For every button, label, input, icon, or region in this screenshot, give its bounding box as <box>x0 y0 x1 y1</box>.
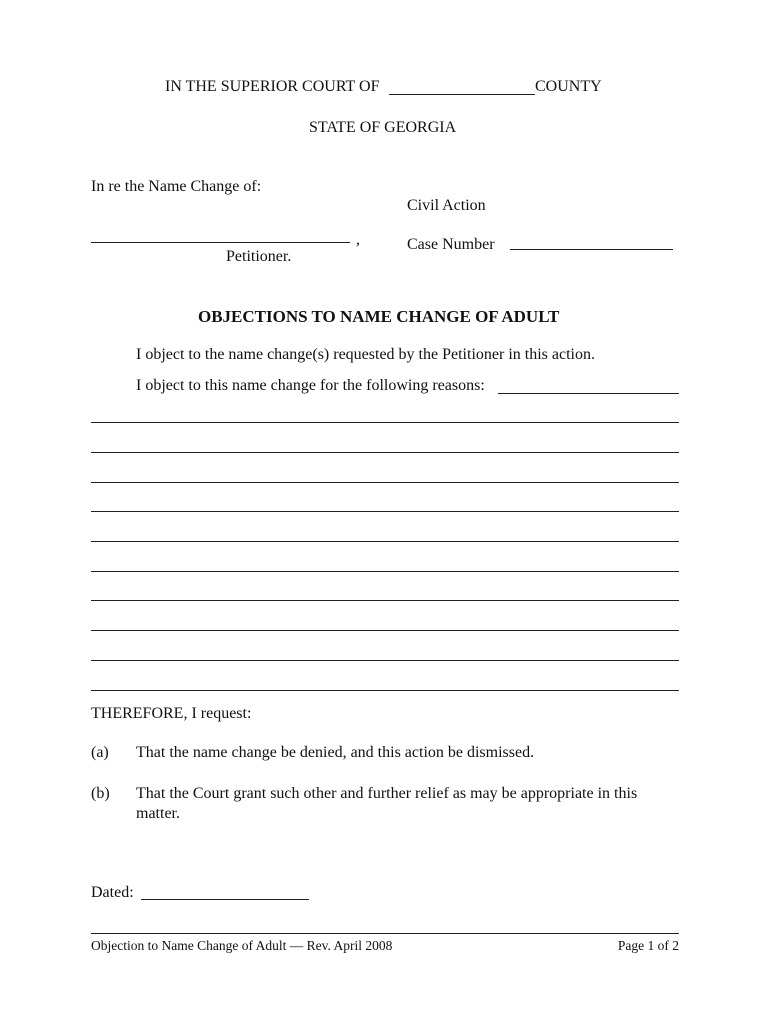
civil-action-label: Civil Action <box>407 197 486 214</box>
petitioner-comma: , <box>356 231 360 248</box>
request-b-label: (b) <box>91 785 110 802</box>
footer-page-number: Page 1 of 2 <box>617 938 679 953</box>
reason-blank-inline[interactable] <box>498 393 679 394</box>
state-heading: STATE OF GEORGIA <box>309 119 457 136</box>
reason-line[interactable] <box>91 482 679 483</box>
objection-statement: I object to the name change(s) requested by the Petitioner in this action. <box>136 346 595 363</box>
reason-line[interactable] <box>91 571 679 572</box>
county-blank[interactable] <box>389 94 535 95</box>
county-label: COUNTY <box>535 78 602 95</box>
reason-line[interactable] <box>91 690 679 691</box>
footer-form-title: Objection to Name Change of Adult — Rev. April 2008 <box>91 938 393 953</box>
request-b-text-continued: matter. <box>136 805 180 822</box>
reason-line[interactable] <box>91 630 679 631</box>
reason-line[interactable] <box>91 541 679 542</box>
petitioner-name-blank[interactable] <box>91 242 350 243</box>
court-heading: IN THE SUPERIOR COURT OF <box>165 78 380 95</box>
case-number-blank[interactable] <box>510 249 673 250</box>
dated-label: Dated: <box>91 884 134 901</box>
reason-line[interactable] <box>91 452 679 453</box>
request-a-text: That the name change be denied, and this action be dismissed. <box>136 744 535 761</box>
therefore-label: THEREFORE, I request: <box>91 705 252 722</box>
reason-line[interactable] <box>91 600 679 601</box>
reason-line[interactable] <box>91 422 679 423</box>
petitioner-label: Petitioner. <box>226 248 292 265</box>
document-title: OBJECTIONS TO NAME CHANGE OF ADULT <box>198 307 560 326</box>
date-blank[interactable] <box>141 899 309 900</box>
request-a-label: (a) <box>91 744 109 761</box>
footer-rule <box>91 933 679 934</box>
reasons-label: I object to this name change for the following reasons: <box>136 377 485 394</box>
request-b-text: That the Court grant such other and further relief as may be appropriate in this <box>136 785 638 802</box>
case-number-label: Case Number <box>407 236 495 253</box>
reason-line[interactable] <box>91 660 679 661</box>
in-re-label: In re the Name Change of: <box>91 178 262 195</box>
reason-line[interactable] <box>91 511 679 512</box>
